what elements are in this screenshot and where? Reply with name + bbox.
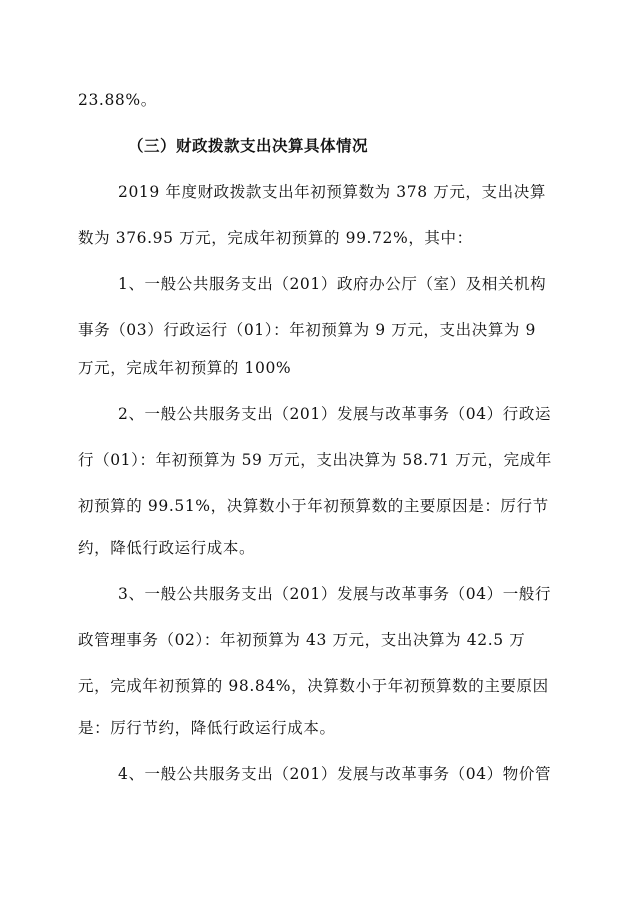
item-1-line-2: 事务（03）行政运行（01）：年初预算为 9 万元，支出决算为 9 (78, 321, 537, 339)
paragraph-summary-line-2: 数为 376.95 万元，完成年初预算的 99.72%，其中： (78, 229, 473, 247)
text-line-continuation: 23.88%。 (78, 91, 157, 109)
item-3-line-2: 政管理事务（02）：年初预算为 43 万元，支出决算为 42.5 万 (78, 631, 526, 649)
item-1-line-1: 1、一般公共服务支出（201）政府办公厅（室）及相关机构 (118, 275, 547, 293)
item-3-line-1: 3、一般公共服务支出（201）发展与改革事务（04）一般行 (118, 585, 552, 603)
item-2-line-2: 行（01）：年初预算为 59 万元，支出决算为 58.71 万元，完成年 (78, 451, 552, 469)
section-heading: （三）财政拨款支出决算具体情况 (128, 137, 369, 155)
item-2-line-3: 初预算的 99.51%，决算数小于年初预算数的主要原因是：厉行节 (78, 497, 549, 515)
item-3-line-3: 元，完成年初预算的 98.84%，决算数小于年初预算数的主要原因 (78, 677, 549, 695)
item-3-line-4: 是：厉行节约，降低行政运行成本。 (78, 719, 336, 737)
item-4-line-1: 4、一般公共服务支出（201）发展与改革事务（04）物价管 (118, 765, 552, 783)
item-2-line-1: 2、一般公共服务支出（201）发展与改革事务（04）行政运 (118, 405, 552, 423)
item-2-line-4: 约，降低行政运行成本。 (78, 539, 256, 557)
paragraph-summary-line-1: 2019 年度财政拨款支出年初预算数为 378 万元，支出决算 (118, 183, 546, 201)
item-1-line-3: 万元，完成年初预算的 100% (78, 359, 292, 377)
